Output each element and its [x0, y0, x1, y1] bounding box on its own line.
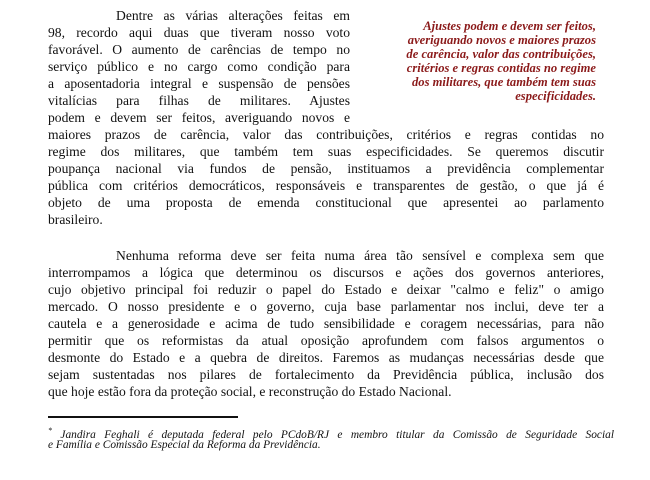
paragraph-2-line-9: que hoje estão fora da proteção social, e reconstrução do Estado Nacional. [48, 384, 452, 399]
footnote-text-1: Jandira Feghali é deputada federal pelo PCdoB/RJ e membro titular da Comissão de Seguridade Social [60, 428, 614, 441]
paragraph-1-line-7: podem e devem ser feitos, averiguando novos e [48, 110, 350, 125]
paragraph-1-line-5: a aposentadoria integral e suspensão de pensões [48, 76, 350, 91]
paragraph-2-line-6: permitir que os reformistas da atual oposição aprofundem com falsos argumentos o [48, 333, 604, 348]
paragraph-2-line-8: sejam sustentadas nos pilares de fortalecimento da Previdência pública, inclusão dos [48, 367, 604, 382]
footnote-marker: * [48, 426, 52, 435]
pull-quote-line-6: especificidades. [515, 89, 596, 103]
paragraph-2-line-2: interrompamos a lógica que determinou os discursos e ações dos governos anteriores, [48, 265, 604, 280]
paragraph-1-line-9: regime dos militares, que também tem suas especificidades. Se queremos discutir [48, 144, 604, 159]
paragraph-1-line-3: favorável. O aumento de carências de tempo no [48, 42, 350, 57]
footnote-line-2: e Família e Comissão Especial da Reforma da Previdência. [48, 439, 321, 451]
paragraph-1-line-6: vitalícias para filhas de militares. Ajustes [48, 93, 350, 108]
pull-quote-line-5: dos militares, que também tem suas [411, 75, 596, 89]
pull-quote-line-1: Ajustes podem e devem ser feitos, [423, 19, 596, 33]
paragraph-1-line-10: poupança nacional via fundos de pensão, instituamos a previdência complementar [48, 161, 604, 176]
paragraph-2-line-3: cujo objetivo principal foi reduzir o papel do Estado e deixar "calmo e feliz" o amigo [48, 282, 604, 297]
footnote-divider [48, 416, 238, 418]
pull-quote-line-2: averiguando novos e maiores prazos [407, 33, 596, 47]
paragraph-1-line-4: serviço público e no cargo como condição para [48, 59, 350, 74]
paragraph-1-line-2: 98, recordo aqui duas que tiveram nosso voto [48, 25, 350, 40]
paragraph-1-line-8: maiores prazos de carência, valor das contribuições, critérios e regras contidas no [48, 127, 604, 142]
paragraph-2-line-4: mercado. O nosso presidente e o governo, cuja base parlamentar nos inclui, deve ter a [48, 299, 604, 314]
paragraph-2-line-1: Nenhuma reforma deve ser feita numa área tão sensível e complexa sem que [116, 248, 604, 263]
paragraph-1-line-1: Dentre as várias alterações feitas em [116, 8, 350, 23]
paragraph-2-line-7: desmonte do Estado e a quebra de direitos. Faremos as mudanças necessárias desde que [48, 350, 604, 365]
paragraph-1-line-11: pública com critérios democráticos, responsáveis e transparentes de gestão, o que já é [48, 178, 604, 193]
paragraph-1-line-13: brasileiro. [48, 212, 103, 227]
pull-quote-line-3: de carência, valor das contribuições, [406, 47, 596, 61]
pull-quote-line-4: critérios e regras contidas no regime [406, 61, 596, 75]
pull-quote [352, 19, 596, 103]
paragraph-1-line-12: objeto de uma proposta de emenda constitucional que apresentei ao parlamento [48, 195, 604, 210]
paragraph-2-line-5: cautela e a generosidade e acima de tudo sensibilidade e coragem necessárias, para não [48, 316, 604, 331]
